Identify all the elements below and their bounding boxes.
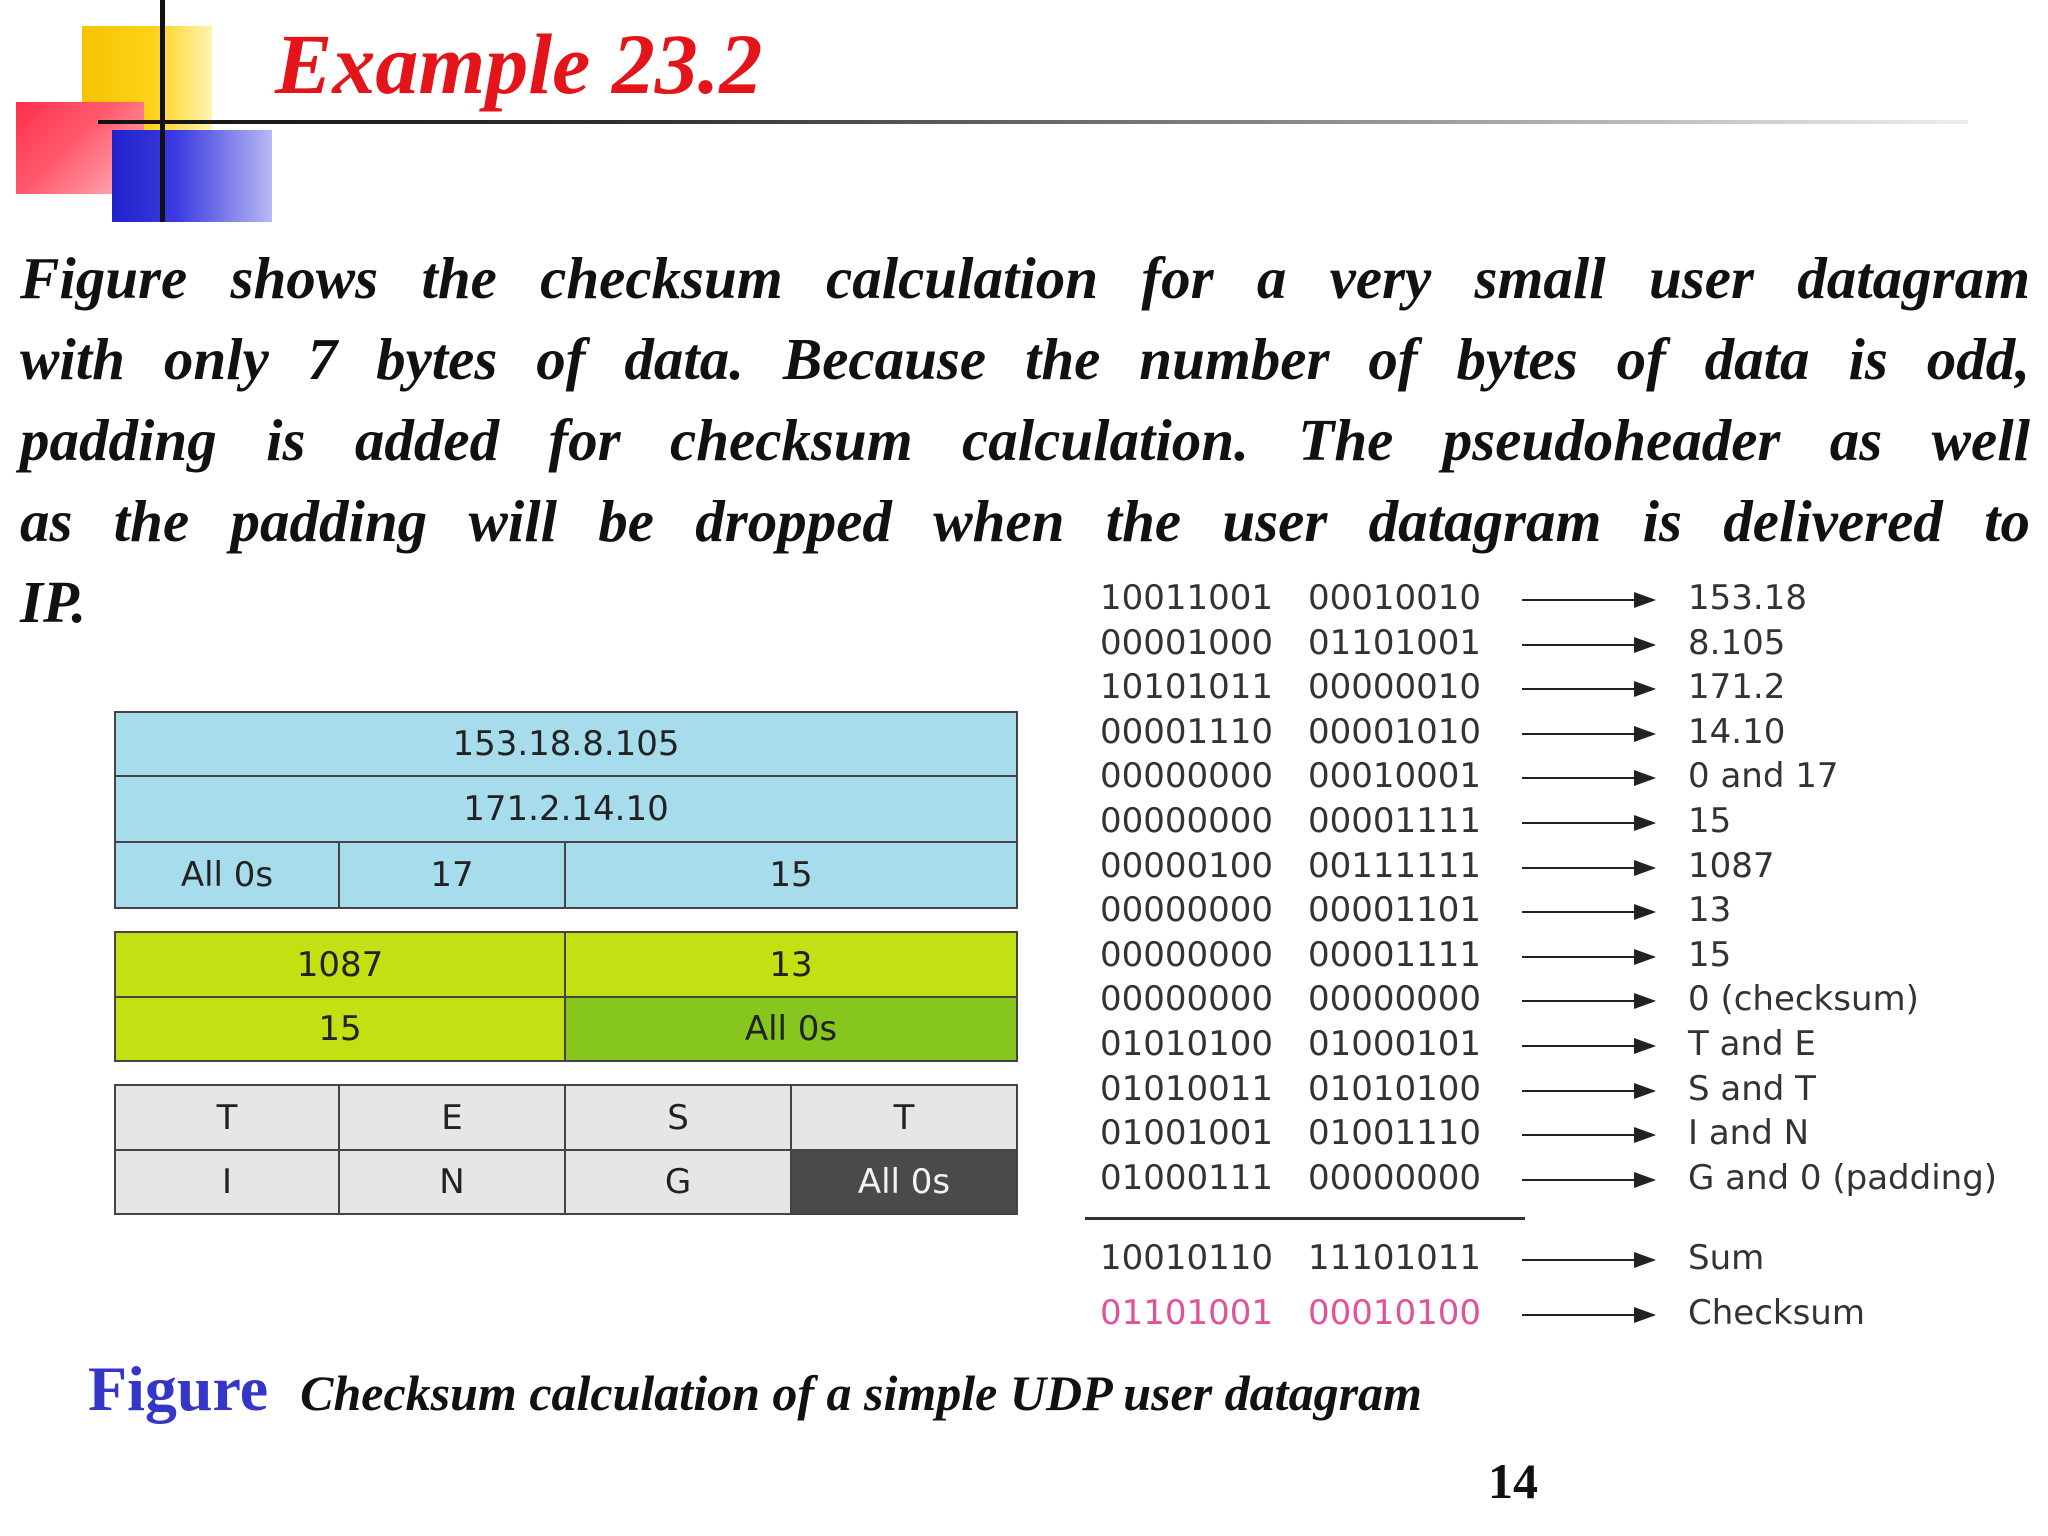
decimal-value: 14.10 bbox=[1688, 711, 1786, 752]
decimal-value: 13 bbox=[1688, 890, 1732, 931]
dest-ip-field: 171.2.14.10 bbox=[114, 777, 1018, 843]
calc-row bbox=[1100, 756, 2040, 798]
calc-row bbox=[1100, 667, 2040, 709]
arrow-icon bbox=[1522, 1090, 1654, 1092]
binary-low-byte: 00010001 bbox=[1308, 756, 1482, 797]
binary-low-byte: 01010100 bbox=[1308, 1068, 1482, 1109]
calc-row bbox=[1100, 935, 2040, 977]
binary-low-byte: 00001101 bbox=[1308, 890, 1482, 931]
calc-row bbox=[1100, 712, 2040, 754]
paragraph-line: IP. bbox=[20, 569, 87, 635]
binary-high-byte: 00000000 bbox=[1100, 890, 1274, 931]
checksum-binary-high: 01101001 bbox=[1100, 1293, 1274, 1333]
binary-high-byte: 10101011 bbox=[1100, 667, 1274, 708]
padding-byte: All 0s bbox=[790, 1151, 1018, 1215]
binary-low-byte: 00001010 bbox=[1308, 711, 1482, 752]
decimal-value: G and 0 (padding) bbox=[1688, 1157, 1998, 1198]
arrow-icon bbox=[1522, 822, 1654, 824]
arrow-icon bbox=[1522, 599, 1654, 601]
decimal-value: 1087 bbox=[1688, 845, 1775, 886]
sum-label: Sum bbox=[1688, 1238, 1765, 1278]
binary-low-byte: 00001111 bbox=[1308, 801, 1482, 841]
data-byte: N bbox=[338, 1151, 566, 1215]
arrow-icon bbox=[1522, 688, 1654, 690]
data-byte: T bbox=[114, 1084, 340, 1151]
checksum-field: All 0s bbox=[564, 998, 1018, 1062]
decimal-value: 15 bbox=[1688, 801, 1732, 841]
binary-high-byte: 00000000 bbox=[1100, 979, 1274, 1020]
decimal-value: S and T bbox=[1688, 1068, 1816, 1109]
binary-high-byte: 00000000 bbox=[1100, 934, 1274, 975]
caption-text: Checksum calculation of a simple UDP user datagram bbox=[300, 1365, 1422, 1421]
binary-high-byte: 00001110 bbox=[1100, 711, 1274, 752]
binary-low-byte: 00001111 bbox=[1308, 934, 1482, 975]
decimal-value: 8.105 bbox=[1688, 622, 1786, 663]
data-byte: S bbox=[564, 1084, 792, 1151]
paragraph-line: with only 7 bytes of data. Because the number of bytes of data is odd, bbox=[20, 326, 2030, 392]
calc-row bbox=[1100, 846, 2040, 888]
arrow-icon bbox=[1522, 644, 1654, 646]
arrow-icon bbox=[1522, 733, 1654, 735]
binary-low-byte: 00010010 bbox=[1308, 578, 1482, 618]
binary-low-byte: 01000101 bbox=[1308, 1024, 1482, 1064]
decimal-value: 153.18 bbox=[1688, 578, 1807, 618]
page-number: 14 bbox=[1488, 1453, 1538, 1509]
data-byte: G bbox=[564, 1151, 792, 1215]
binary-low-byte: 01101001 bbox=[1308, 622, 1482, 663]
length-field: 15 bbox=[114, 998, 566, 1062]
protocol-field: 17 bbox=[338, 843, 566, 909]
udp-length-field: 15 bbox=[564, 843, 1018, 909]
arrow-icon bbox=[1522, 1134, 1654, 1136]
paragraph-line: Figure shows the checksum calculation for a very small user datagram bbox=[20, 245, 2030, 311]
source-ip-field: 153.18.8.105 bbox=[114, 711, 1018, 777]
arrow-icon bbox=[1522, 1259, 1654, 1261]
calc-row bbox=[1100, 1069, 2040, 1111]
arrow-icon bbox=[1522, 867, 1654, 869]
binary-low-byte: 00000010 bbox=[1308, 667, 1482, 708]
binary-high-byte: 01010011 bbox=[1100, 1068, 1274, 1109]
calc-row bbox=[1100, 801, 2040, 843]
sum-binary-low: 11101011 bbox=[1308, 1238, 1482, 1278]
arrow-icon bbox=[1522, 1000, 1654, 1002]
zeros-field: All 0s bbox=[114, 843, 340, 909]
sum-binary-high: 10010110 bbox=[1100, 1238, 1274, 1278]
arrow-icon bbox=[1522, 1045, 1654, 1047]
arrow-icon bbox=[1522, 1314, 1654, 1316]
decor-vertical-line bbox=[160, 0, 165, 222]
arrow-icon bbox=[1522, 777, 1654, 779]
binary-high-byte: 01001001 bbox=[1100, 1113, 1274, 1154]
binary-high-byte: 01010100 bbox=[1100, 1024, 1274, 1064]
checksum-binary-low: 00010100 bbox=[1308, 1293, 1482, 1333]
data-byte: I bbox=[114, 1151, 340, 1215]
calc-row bbox=[1100, 578, 2040, 620]
binary-low-byte: 00111111 bbox=[1308, 845, 1482, 886]
decimal-value: I and N bbox=[1688, 1113, 1810, 1154]
figure-caption bbox=[88, 1352, 1422, 1426]
arrow-icon bbox=[1522, 1179, 1654, 1181]
calc-row bbox=[1100, 623, 2040, 665]
arrow-icon bbox=[1522, 911, 1654, 913]
calc-row bbox=[1100, 1113, 2040, 1155]
binary-low-byte: 01001110 bbox=[1308, 1113, 1482, 1154]
paragraph-line: as the padding will be dropped when the user datagram is delivered to bbox=[20, 488, 2030, 554]
decimal-value: T and E bbox=[1688, 1024, 1816, 1064]
decor-blue-square bbox=[112, 130, 272, 222]
binary-high-byte: 00000000 bbox=[1100, 801, 1274, 841]
binary-high-byte: 10011001 bbox=[1100, 578, 1274, 618]
calc-row bbox=[1100, 890, 2040, 932]
data-byte: T bbox=[790, 1084, 1018, 1151]
dest-port-field: 13 bbox=[564, 931, 1018, 998]
decor-title-underline bbox=[98, 120, 1968, 124]
decimal-value: 171.2 bbox=[1688, 667, 1786, 708]
calc-row bbox=[1100, 1158, 2040, 1200]
paragraph-line: padding is added for checksum calculation. The pseudoheader as well bbox=[20, 407, 2030, 473]
calc-row bbox=[1100, 979, 2040, 1021]
sum-divider-line bbox=[1085, 1217, 1525, 1220]
sum-row bbox=[1100, 1238, 2040, 1280]
source-port-field: 1087 bbox=[114, 931, 566, 998]
binary-high-byte: 01000111 bbox=[1100, 1157, 1274, 1198]
decimal-value: 0 (checksum) bbox=[1688, 979, 1919, 1020]
data-byte: E bbox=[338, 1084, 566, 1151]
calc-row bbox=[1100, 1024, 2040, 1066]
binary-low-byte: 00000000 bbox=[1308, 1157, 1482, 1198]
decimal-value: 15 bbox=[1688, 934, 1732, 975]
arrow-icon bbox=[1522, 956, 1654, 958]
slide-title: Example 23.2 bbox=[275, 16, 763, 112]
checksum-row bbox=[1100, 1293, 2040, 1335]
decimal-value: 0 and 17 bbox=[1688, 756, 1839, 797]
binary-high-byte: 00001000 bbox=[1100, 622, 1274, 663]
binary-low-byte: 00000000 bbox=[1308, 979, 1482, 1020]
checksum-label: Checksum bbox=[1688, 1293, 1865, 1333]
binary-high-byte: 00000000 bbox=[1100, 756, 1274, 797]
binary-high-byte: 00000100 bbox=[1100, 845, 1274, 886]
caption-label: Figure bbox=[88, 1353, 269, 1424]
